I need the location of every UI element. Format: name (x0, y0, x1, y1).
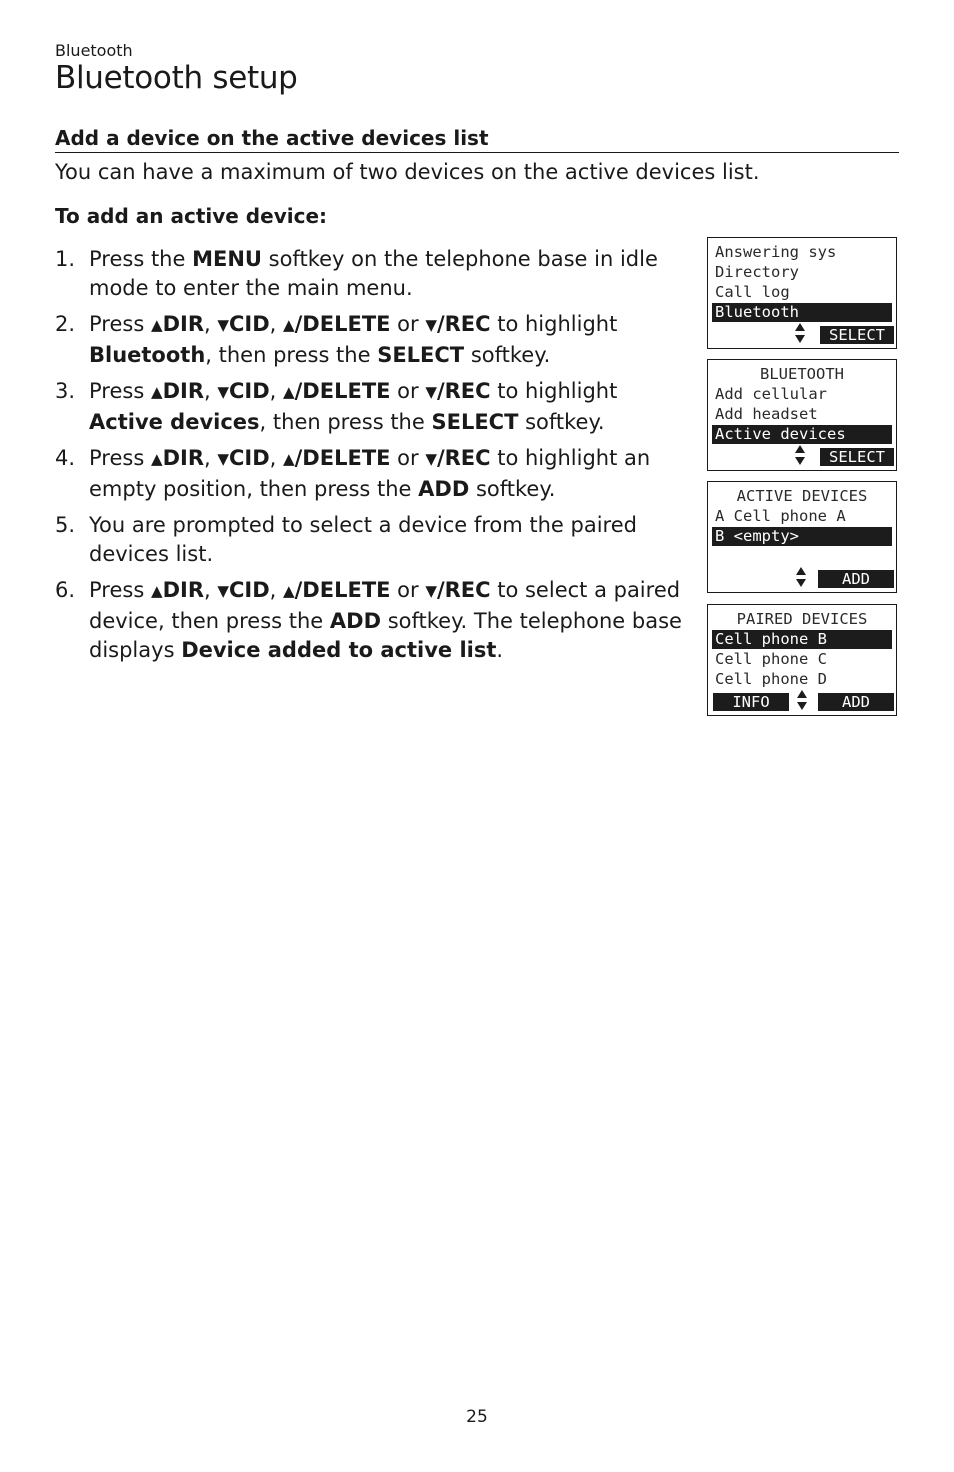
rec-key: /REC (436, 578, 491, 602)
menu-row: Add cellular (715, 385, 827, 403)
intro-text: You can have a maximum of two devices on the active devices list. (55, 160, 760, 184)
menu-row-highlighted: Bluetooth (712, 303, 892, 322)
down-arrow-icon: ▼ (425, 383, 437, 401)
add-softkey: ADD (818, 570, 894, 588)
target-option: Bluetooth (89, 343, 206, 367)
lcd-active-devices (707, 481, 897, 593)
step-text: softkey on the telephone base in idle mode to enter the main menu. (89, 247, 658, 300)
menu-row: Add headset (715, 405, 818, 423)
separator: , (204, 379, 218, 403)
menu-row-highlighted: Active devices (712, 425, 892, 444)
separator: , (269, 446, 284, 470)
step-text: softkey. (464, 343, 551, 367)
up-arrow-icon: ▲ (283, 450, 295, 468)
up-arrow-icon: ▲ (283, 383, 295, 401)
up-arrow-icon: ▲ (283, 582, 295, 600)
confirmation-message: Device added to active list (181, 638, 497, 662)
up-arrow-icon: ▲ (150, 582, 163, 600)
delete-key: /DELETE (294, 379, 391, 403)
down-arrow-icon: ▼ (425, 316, 437, 334)
step-text: Press (89, 578, 151, 602)
separator: or (390, 578, 426, 602)
up-down-arrows-icon (795, 566, 807, 588)
step-text: softkey. (518, 410, 605, 434)
screen-title: ACTIVE DEVICES (736, 487, 868, 505)
device-row: Cell phone D (715, 670, 827, 688)
step-number: 2. (55, 312, 76, 336)
dir-key: DIR (162, 379, 204, 403)
step-6 (55, 576, 695, 665)
delete-key: /DELETE (294, 446, 391, 470)
page-number: 25 (466, 1407, 488, 1427)
cid-key: CID (228, 379, 270, 403)
dir-key: DIR (162, 312, 204, 336)
step-text: Press (89, 446, 151, 470)
step-text: to select a paired device, then press the (89, 578, 681, 633)
separator: , (269, 312, 284, 336)
device-row: A Cell phone A (715, 507, 846, 525)
step-number: 1. (55, 247, 76, 271)
step-text: softkey. (469, 477, 556, 501)
add-key: ADD (418, 477, 470, 501)
target-option: Active devices (89, 410, 260, 434)
step-text: to highlight (490, 312, 618, 336)
down-arrow-icon: ▼ (217, 582, 229, 600)
up-arrow-icon: ▲ (150, 383, 163, 401)
rec-key: /REC (436, 312, 491, 336)
screen-title: BLUETOOTH (760, 365, 844, 383)
device-row: Cell phone C (715, 650, 827, 668)
step-5 (55, 511, 695, 569)
step-text: . (496, 638, 504, 662)
info-softkey: INFO (713, 693, 789, 711)
step-number: 4. (55, 446, 76, 470)
menu-row: Call log (715, 283, 790, 301)
screen-title: PAIRED DEVICES (736, 610, 868, 628)
step-text: Press (89, 379, 151, 403)
separator: , (204, 312, 218, 336)
step-text: , then press the (259, 410, 432, 434)
delete-key: /DELETE (294, 578, 391, 602)
step-text: , then press the (205, 343, 378, 367)
menu-row: Answering sys (715, 243, 837, 261)
dir-key: DIR (162, 578, 204, 602)
cid-key: CID (228, 446, 270, 470)
step-number: 3. (55, 379, 76, 403)
cid-key: CID (228, 312, 270, 336)
step-2 (55, 310, 695, 370)
down-arrow-icon: ▼ (217, 450, 229, 468)
up-arrow-icon: ▲ (283, 316, 295, 334)
lcd-bluetooth-menu (707, 359, 897, 471)
up-down-arrows-icon (794, 444, 806, 466)
step-1 (55, 245, 695, 303)
page-title: Bluetooth setup (55, 60, 298, 96)
down-arrow-icon: ▼ (425, 450, 437, 468)
step-text: Press (89, 312, 151, 336)
cid-key: CID (228, 578, 270, 602)
steps-heading: To add an active device: (55, 204, 328, 228)
down-arrow-icon: ▼ (425, 582, 437, 600)
lcd-main-menu (707, 237, 897, 349)
separator: , (204, 446, 218, 470)
step-number: 5. (55, 513, 76, 537)
separator: or (390, 446, 426, 470)
section-label: Bluetooth (55, 41, 133, 60)
select-softkey: SELECT (820, 448, 894, 466)
dir-key: DIR (162, 446, 204, 470)
step-text: to highlight (490, 379, 618, 403)
select-softkey: SELECT (820, 326, 894, 344)
up-down-arrows-icon (796, 689, 808, 711)
device-row-highlighted: Cell phone B (712, 630, 892, 649)
up-down-arrows-icon (794, 322, 806, 344)
up-arrow-icon: ▲ (150, 316, 163, 334)
step-text: Press the (89, 247, 193, 271)
down-arrow-icon: ▼ (217, 316, 229, 334)
select-key: SELECT (431, 410, 519, 434)
select-key: SELECT (377, 343, 465, 367)
separator: , (204, 578, 218, 602)
add-softkey: ADD (818, 693, 894, 711)
step-text: You are prompted to select a device from the paired devices list. (89, 513, 637, 566)
steps-list (55, 245, 695, 672)
separator: , (269, 578, 284, 602)
separator: , (269, 379, 284, 403)
separator: or (390, 312, 426, 336)
delete-key: /DELETE (294, 312, 391, 336)
step-text: softkey. The telephone base displays (89, 609, 682, 662)
add-key: ADD (329, 609, 382, 633)
menu-key: MENU (192, 247, 262, 271)
device-row-highlighted: B <empty> (712, 527, 892, 546)
step-4 (55, 444, 695, 504)
step-text: to highlight an empty position, then press the (89, 446, 651, 501)
up-arrow-icon: ▲ (150, 450, 163, 468)
separator: or (390, 379, 426, 403)
rec-key: /REC (436, 446, 491, 470)
rec-key: /REC (436, 379, 491, 403)
menu-row: Directory (715, 263, 799, 281)
step-3 (55, 377, 695, 437)
step-number: 6. (55, 578, 76, 602)
section-heading: Add a device on the active devices list (55, 126, 899, 153)
down-arrow-icon: ▼ (217, 383, 229, 401)
lcd-paired-devices (707, 604, 897, 716)
